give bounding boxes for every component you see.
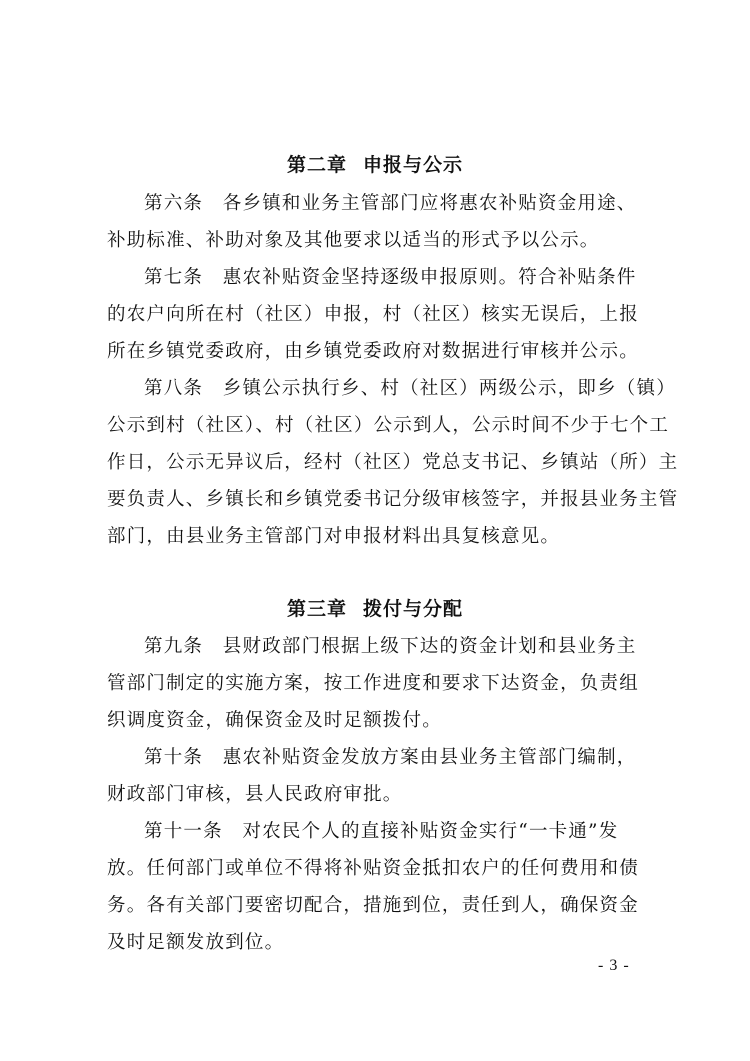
article-11-line: 务。各有关部门要密切配合，措施到位，责任到人，确保资金: [107, 895, 639, 916]
article-8-line: 第八条 乡镇公示执行乡、村（社区）两级公示，即乡（镇）: [144, 378, 676, 399]
article-10: [107, 739, 647, 813]
article-7-line: 所在乡镇党委政府，由乡镇党委政府对数据进行审核并公示。: [107, 341, 639, 362]
article-7-line: 的农户向所在村（社区）申报，村（社区）核实无误后，上报: [107, 304, 639, 325]
article-6: [107, 185, 647, 259]
chapter-2-title: [0, 150, 750, 177]
article-8-line: 部门，由县业务主管部门对申报材料出具复核意见。: [107, 526, 561, 547]
article-7: [107, 259, 647, 370]
article-11-line: 放。任何部门或单位不得将补贴资金抵扣农户的任何费用和债: [107, 858, 639, 879]
article-6-line: 第六条 各乡镇和业务主管部门应将惠农补贴资金用途、: [144, 193, 637, 214]
chapter-2-name: 申报与公示: [363, 154, 464, 176]
article-9-line: 织调度资金，确保资金及时足额拨付。: [107, 710, 442, 731]
article-10-line: 财政部门审核，县人民政府审批。: [107, 784, 403, 805]
article-10-line: 第十条 惠农补贴资金发放方案由县业务主管部门编制，: [144, 747, 637, 768]
chapter-3-title: [0, 594, 750, 621]
article-7-line: 第七条 惠农补贴资金坚持逐级申报原则。符合补贴条件: [144, 267, 637, 288]
article-11: [107, 813, 647, 961]
article-8-line: 要负责人、乡镇长和乡镇党委书记分级审核签字，并报县业务主管: [107, 489, 679, 510]
article-11-line: 第十一条 对农民个人的直接补贴资金实行“一卡通”发: [144, 821, 619, 842]
page-number: - 3 -: [598, 957, 630, 974]
article-9-line: 第九条 县财政部门根据上级下达的资金计划和县业务主: [144, 636, 637, 657]
chapter-3-number: 第三章: [286, 598, 347, 620]
article-9: [107, 628, 647, 739]
article-9-line: 管部门制定的实施方案，按工作进度和要求下达资金，负责组: [107, 673, 639, 694]
article-11-line: 及时足额发放到位。: [107, 932, 285, 953]
article-6-line: 补助标准、补助对象及其他要求以适当的形式予以公示。: [107, 230, 600, 251]
article-8-line: 作日，公示无异议后，经村（社区）党总支书记、乡镇站（所）主: [107, 452, 679, 473]
chapter-3-name: 拨付与分配: [363, 598, 464, 620]
chapter-2-number: 第二章: [286, 154, 347, 176]
article-8: [107, 370, 679, 555]
article-8-line: 公示到村（社区）、村（社区）公示到人，公示时间不少于七个工: [107, 415, 670, 436]
